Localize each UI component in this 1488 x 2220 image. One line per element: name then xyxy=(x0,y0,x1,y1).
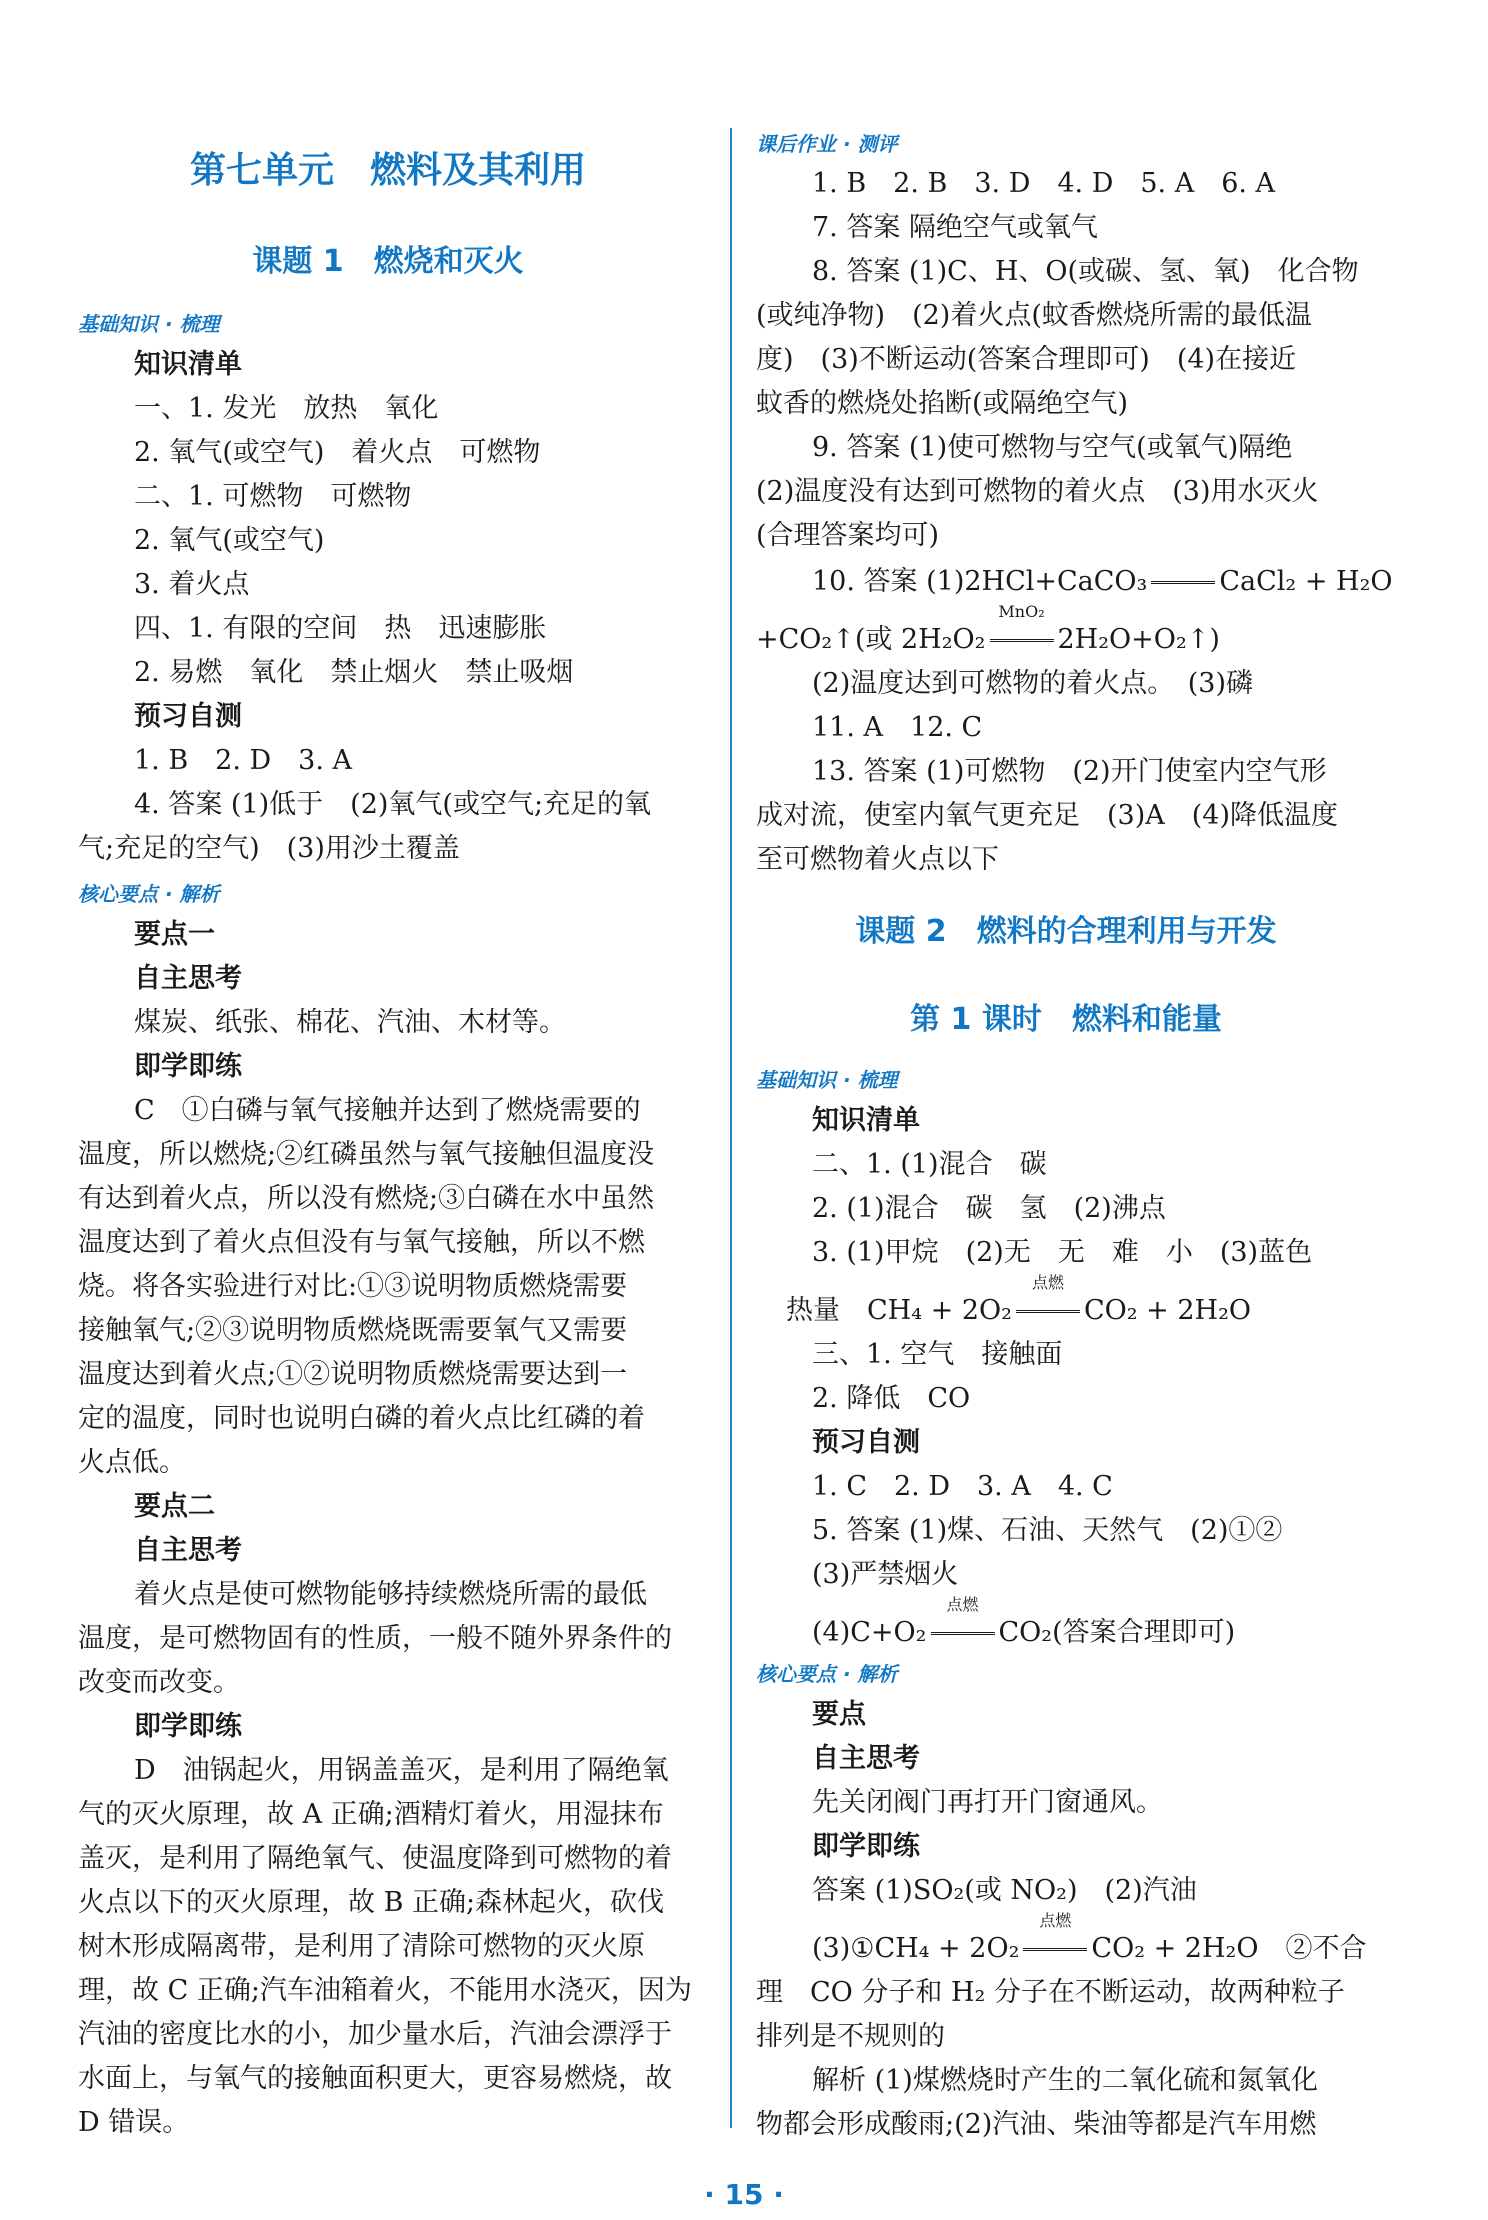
text-line: 答案 (1)SO₂(或 NO₂) (2)汽油 xyxy=(812,1875,1197,1906)
text-line: 2. (1)混合 碳 氢 (2)沸点 xyxy=(812,1193,1166,1224)
text-line: 温度达到了着火点但没有与氧气接触，所以不燃 xyxy=(78,1227,645,1258)
text-line: 改变而改变。 xyxy=(78,1667,240,1698)
unit-title: 第七单元 燃料及其利用 xyxy=(189,150,586,191)
text-line: 蚊香的燃烧处掐断(或隔绝空气) xyxy=(756,388,1129,419)
text-line: 成对流，使室内氧气更充足 (3)A (4)降低温度 xyxy=(756,800,1338,831)
condition-label: 点燃 xyxy=(1031,1273,1064,1292)
text-line: 火点以下的灭火原理，故 B 正确;森林起火，砍伐 xyxy=(78,1887,665,1918)
text-line: (3)严禁烟火 xyxy=(812,1559,959,1590)
reaction-arrow xyxy=(1151,562,1215,602)
text-line: 1. C 2. D 3. A 4. C xyxy=(812,1471,1113,1502)
practice-heading: 即学即练 xyxy=(134,1711,242,1742)
text-line: 接触氧气;②③说明物质燃烧既需要氧气又需要 xyxy=(78,1315,628,1346)
section-basic: 基础知识 · 梳理 xyxy=(756,1068,898,1092)
text-line: C ①白磷与氧气接触并达到了燃烧需要的 xyxy=(134,1095,641,1126)
equation-line: (3)①CH₄ + 2O₂ 点燃 CO₂ + 2H₂O ②不合 xyxy=(812,1929,1367,1969)
text-line: (或纯净物) (2)着火点(蚊香燃烧所需的最低温 xyxy=(756,300,1312,331)
practice-heading: 即学即练 xyxy=(134,1051,242,1082)
period-title: 第 1 课时 燃料和能量 xyxy=(910,1002,1222,1037)
text-line: 三、1. 空气 接触面 xyxy=(812,1339,1063,1370)
section-core: 核心要点 · 解析 xyxy=(78,882,220,906)
reaction-arrow xyxy=(931,1595,995,1653)
text-line: 13. 答案 (1)可燃物 (2)开门使室内空气形 xyxy=(812,756,1327,787)
equation-line: 热量 CH₄ + 2O₂ 点燃 CO₂ + 2H₂O xyxy=(786,1291,1251,1331)
text-line: 煤炭、纸张、棉花、汽油、木材等。 xyxy=(134,1007,566,1038)
text-line: 8. 答案 (1)C、H、O(或碳、氢、氧) 化合物 xyxy=(812,256,1359,287)
text-line: 先关闭阀门再打开门窗通风。 xyxy=(812,1787,1163,1818)
equation-line: (4)C+O₂ 点燃 CO₂(答案合理即可) xyxy=(812,1613,1235,1653)
condition-label: 点燃 xyxy=(946,1595,979,1614)
condition-label: 点燃 xyxy=(1039,1911,1072,1930)
think-heading: 自主思考 xyxy=(134,963,242,994)
text-line: 度) (3)不断运动(答案合理即可) (4)在接近 xyxy=(756,344,1297,375)
text-line: 3. 着火点 xyxy=(134,569,250,600)
text-line: 物都会形成酸雨;(2)汽油、柴油等都是汽车用燃 xyxy=(756,2109,1317,2140)
catalyst-label: MnO₂ xyxy=(998,602,1045,621)
text-line: 二、1. (1)混合 碳 xyxy=(812,1149,1047,1180)
text-line: 11. A 12. C xyxy=(812,712,983,743)
text-line: 1. B 2. D 3. A xyxy=(134,745,353,776)
text-line: 2. 降低 CO xyxy=(812,1383,971,1414)
text-line: 火点低。 xyxy=(78,1447,186,1478)
column-divider xyxy=(730,128,732,2128)
text-line: 有达到着火点，所以没有燃烧;③白磷在水中虽然 xyxy=(78,1183,655,1214)
text-line: 解析 (1)煤燃烧时产生的二氧化硫和氮氧化 xyxy=(812,2065,1318,2096)
point-heading: 要点二 xyxy=(134,1491,215,1522)
text-line: D 油锅起火，用锅盖盖灭，是利用了隔绝氧 xyxy=(134,1755,669,1786)
text-line: 树木形成隔离带，是利用了清除可燃物的灭火原 xyxy=(78,1931,645,1962)
section-homework: 课后作业 · 测评 xyxy=(756,132,898,156)
text-line: 汽油的密度比水的小，加少量水后，汽油会漂浮于 xyxy=(78,2019,672,2050)
text-line: 理，故 C 正确;汽车油箱着火，不能用水浇灭，因为 xyxy=(78,1975,692,2006)
knowledge-list-heading: 知识清单 xyxy=(134,349,242,380)
text-line: 7. 答案 隔绝空气或氧气 xyxy=(812,212,1098,243)
text-line: D 错误。 xyxy=(78,2107,190,2138)
text-line: 至可燃物着火点以下 xyxy=(756,844,999,875)
text-line: 2. 氧气(或空气) 着火点 可燃物 xyxy=(134,437,541,468)
text-line: 一、1. 发光 放热 氧化 xyxy=(134,393,439,424)
text-line: 二、1. 可燃物 可燃物 xyxy=(134,481,412,512)
text-line: 4. 答案 (1)低于 (2)氧气(或空气;充足的氧 xyxy=(134,789,652,820)
equation-line: +CO₂↑(或 2H₂O₂ MnO₂ 2H₂O+O₂↑) xyxy=(756,620,1220,660)
text-line: 排列是不规则的 xyxy=(756,2021,945,2052)
reaction-arrow xyxy=(990,602,1054,660)
section-basic: 基础知识 · 梳理 xyxy=(78,312,220,336)
text-line: 理 CO 分子和 H₂ 分子在不断运动，故两种粒子 xyxy=(756,1977,1345,2008)
think-heading: 自主思考 xyxy=(812,1743,920,1774)
text-line: 5. 答案 (1)煤、石油、天然气 (2)①② xyxy=(812,1515,1283,1546)
text-line: 2. 易燃 氧化 禁止烟火 禁止吸烟 xyxy=(134,657,574,688)
equation-line: 10. 答案 (1)2HCl+CaCO₃ CaCl₂ + H₂O xyxy=(812,562,1393,602)
page-number: · 15 · xyxy=(704,2178,784,2211)
text-line: 温度，是可燃物固有的性质，一般不随外界条件的 xyxy=(78,1623,672,1654)
point-heading: 要点一 xyxy=(134,919,215,950)
knowledge-list-heading: 知识清单 xyxy=(812,1105,920,1136)
text-line: 2. 氧气(或空气) xyxy=(134,525,325,556)
preview-heading: 预习自测 xyxy=(134,701,242,732)
text-line: 定的温度，同时也说明白磷的着火点比红磷的着 xyxy=(78,1403,645,1434)
text-line: 9. 答案 (1)使可燃物与空气(或氧气)隔绝 xyxy=(812,432,1293,463)
practice-heading: 即学即练 xyxy=(812,1831,920,1862)
text-line: 烧。将各实验进行对比:①③说明物质燃烧需要 xyxy=(78,1271,628,1302)
text-line: 气;充足的空气) (3)用沙土覆盖 xyxy=(78,833,460,864)
lesson-title: 课题 2 燃料的合理利用与开发 xyxy=(855,914,1277,949)
text-line: 3. (1)甲烷 (2)无 无 难 小 (3)蓝色 xyxy=(812,1237,1313,1268)
text-line: 温度，所以燃烧;②红磷虽然与氧气接触但温度没 xyxy=(78,1139,655,1170)
lesson-title: 课题 1 燃烧和灭火 xyxy=(252,244,524,279)
reaction-arrow xyxy=(1016,1273,1080,1331)
text-line: 气的灭火原理，故 A 正确;酒精灯着火，用湿抹布 xyxy=(78,1799,664,1830)
preview-heading: 预习自测 xyxy=(812,1427,920,1458)
section-core: 核心要点 · 解析 xyxy=(756,1662,898,1686)
text-line: 1. B 2. B 3. D 4. D 5. A 6. A xyxy=(812,168,1276,199)
think-heading: 自主思考 xyxy=(134,1535,242,1566)
text-line: 盖灭，是利用了隔绝氧气、使温度降到可燃物的着 xyxy=(78,1843,672,1874)
text-line: (2)温度没有达到可燃物的着火点 (3)用水灭火 xyxy=(756,476,1319,507)
text-line: 温度达到着火点;①②说明物质燃烧需要达到一 xyxy=(78,1359,628,1390)
text-line: 水面上，与氧气的接触面积更大，更容易燃烧，故 xyxy=(78,2063,672,2094)
reaction-arrow xyxy=(1023,1911,1087,1969)
point-heading: 要点 xyxy=(812,1699,866,1730)
text-line: 四、1. 有限的空间 热 迅速膨胀 xyxy=(134,613,547,644)
text-line: (合理答案均可) xyxy=(756,520,940,551)
text-line: (2)温度达到可燃物的着火点。 (3)磷 xyxy=(812,668,1253,699)
text-line: 着火点是使可燃物能够持续燃烧所需的最低 xyxy=(134,1579,647,1610)
